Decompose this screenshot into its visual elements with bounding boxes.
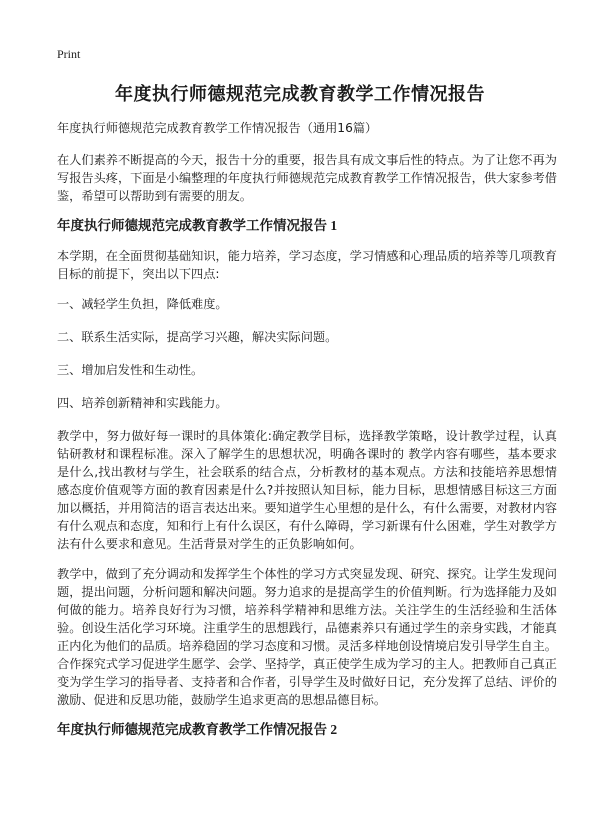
print-link[interactable]: Print — [57, 47, 81, 61]
article-body — [57, 119, 557, 751]
list-item: 二、联系生活实际，提高学习兴趣，解决实际问题。 — [57, 330, 338, 344]
intro-paragraph: 在人们素养不断提高的今天，报告十分的重要，报告具有成文事后性的特点。为了让您不再为写报告头疼，下面是小编整理的年度执行师德规范完成教育教学工作情况报告，供大家参考借鉴，希望可以帮助到有需要的朋友。 — [57, 153, 557, 203]
section-heading-2: 年度执行师德规范完成教育教学工作情况报告 2 — [57, 722, 338, 737]
article-subtitle: 年度执行师德规范完成教育教学工作情况报告（通用16篇） — [57, 121, 378, 135]
list-item: 一、减轻学生负担，降低难度。 — [57, 297, 228, 311]
section-heading-1: 年度执行师德规范完成教育教学工作情况报告 1 — [57, 218, 338, 233]
page-title: 年度执行师德规范完成教育教学工作情况报告 — [115, 84, 485, 105]
body-paragraph: 教学中，做到了充分调动和发挥学生个体性的学习方式突显发现、研究、探究。让学生发现问题，提出问题，分析问题和解决问题。努力追求的是提高学生的价值判断。行为选择能力及如何做的能力。培养良好行为习惯，培养科学精神和思维方法。关注学生的生活经验和生活体验。创设生活化学习环境。注重学生的思想践行，品德素养只有通过学生的亲身实践，才能真正内化为他们的品质。培养稳固的学习态度和习惯。灵活多样地创设情境启发引导学生自主。合作探究式学习促进学生愿学、会学、坚持学，真正使学生成为学习的主人。把教师自己真正变为学生学习的指导者、支持者和合作者，引导学生及时做好日记，充分发挥了总结、评价的激励、促进和反思功能，鼓励学生追求更高的思想品德目标。 — [57, 567, 557, 707]
list-item: 四、培养创新精神和实践能力。 — [57, 396, 228, 410]
section1-lead: 本学期，在全面贯彻基础知识，能力培养，学习态度，学习情感和心理品质的培养等几项教育目标的前提下，突出以下四点: — [57, 249, 557, 281]
list-item: 三、增加启发性和生动性。 — [57, 363, 204, 377]
body-paragraph: 教学中，努力做好每一课时的具体策化:确定教学目标，选择教学策略，设计教学过程，认真钻研教材和课程标准。深入了解学生的思想状况，明确各课时的 教学内容有哪些，基本要求是什么,找出教材与学生，社会联系的结合点，分析教材的基本观点。方法和技能培养思想情感态度价值观等方面的教育因素是什么?并按照认知目标，能力目标，思想情感目标这三方面加以概括，并用简洁的语言表达出来。要知道学生心里想的是什么，有什么需要，对教材内容有什么观点和态度，知和行上有什么误区，有什么障碍，学习新课有什么困难，学生对教学方法有什么要求和意见。生活背景对学生的正负影响如何。 — [57, 429, 557, 551]
